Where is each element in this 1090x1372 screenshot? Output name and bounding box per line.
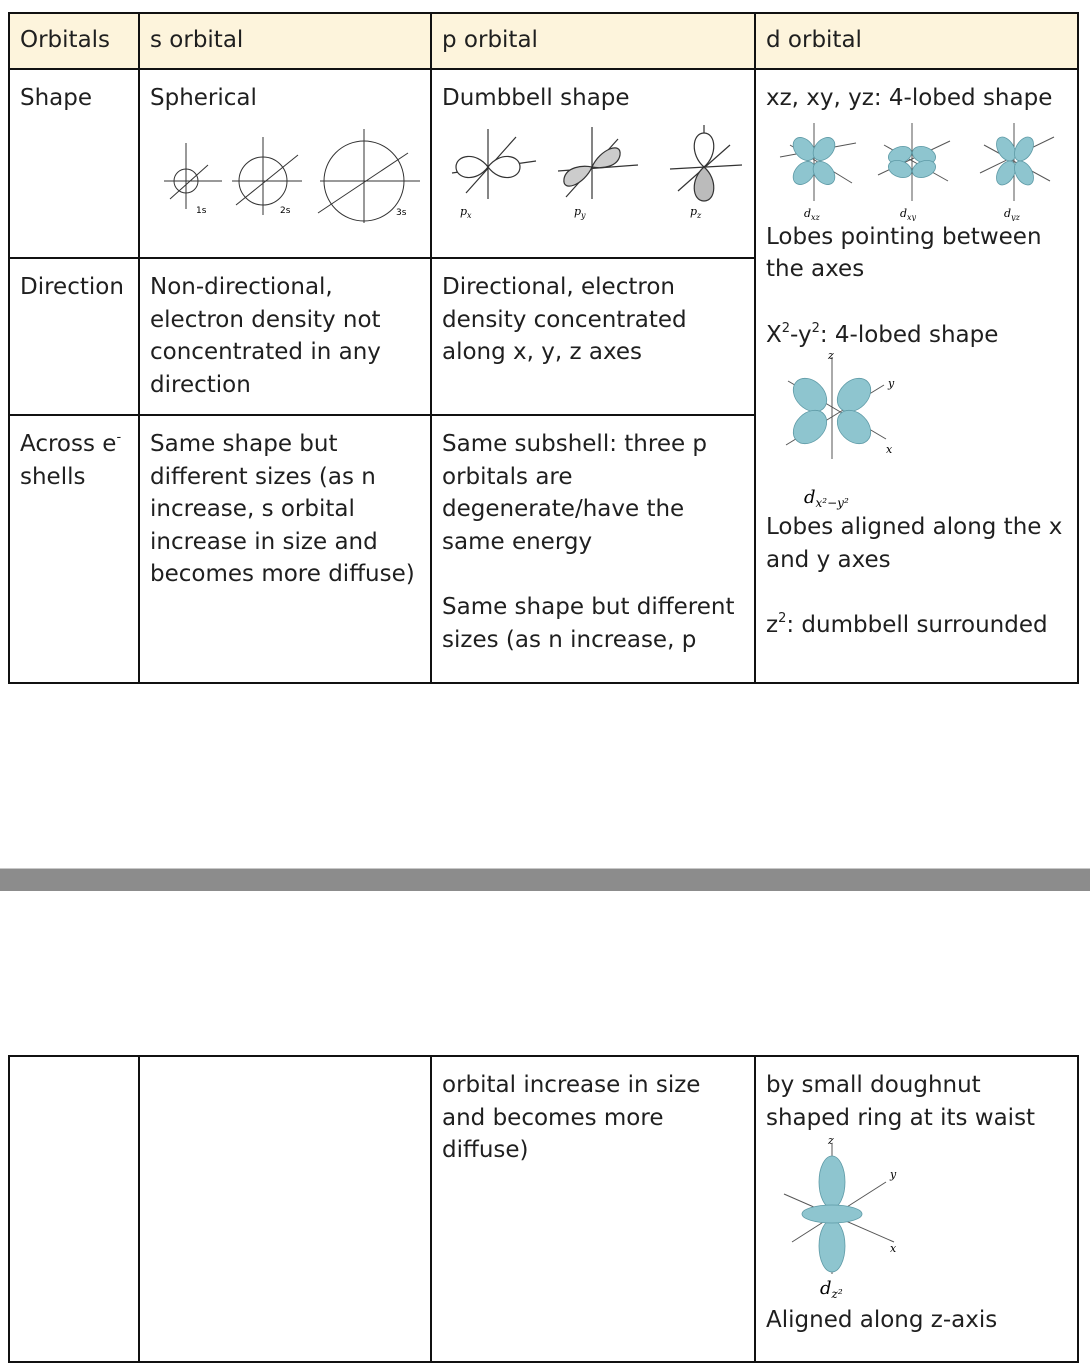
header-orbitals: Orbitals — [9, 13, 139, 69]
label-dxy: $d_{xy}$ — [900, 206, 917, 221]
continuation-s-cell — [139, 1056, 431, 1362]
label-dz2: $d_{z^2}$ — [820, 1278, 843, 1298]
header-p-orbital: p orbital — [431, 13, 755, 69]
p-across-cell — [431, 415, 755, 683]
label-3s: 3s — [396, 207, 407, 218]
p-across-text-2: Same shape but different sizes (as n increase, p — [442, 594, 735, 653]
continuation-d-cell — [755, 1056, 1078, 1362]
axis-x-label: x — [886, 443, 893, 456]
d-orbitals-diagram — [766, 115, 1066, 221]
d-z2-aligned-text: Aligned along z-axis — [766, 1307, 998, 1333]
label-dx2y2: $d_{x^2-y^2}$ — [804, 487, 849, 510]
label-2s: 2s — [280, 205, 291, 216]
s-orbitals-diagram — [150, 115, 420, 225]
d-z2-diagram — [766, 1134, 1066, 1298]
continuation-label-cell — [9, 1056, 139, 1362]
label-dyz: $d_{yz}$ — [1004, 206, 1020, 221]
p-shape-cell — [431, 69, 755, 258]
axis-z-label: z — [828, 351, 834, 362]
axis-y-label: y — [888, 377, 895, 390]
row-label-shape: Shape — [9, 69, 139, 258]
d-intro-text: xz, xy, yz: 4-lobed shape — [766, 85, 1053, 111]
d-x2y2-diagram — [766, 351, 1066, 511]
row-label-across-shells: Across e- shells — [9, 415, 139, 683]
s-across-cell: Same shape but different sizes (as n increase, s orbital increase in size and becomes more diffuse) — [139, 415, 431, 683]
d-x2y2-text: $X^2-y^2$: 4-lobed shape — [766, 320, 999, 348]
row-label-direction: Direction — [9, 258, 139, 415]
orbitals-table — [8, 12, 1079, 684]
s-direction-cell: Non-directional, electron density not concentrated in any direction — [139, 258, 431, 415]
header-d-orbital: d orbital — [755, 13, 1078, 69]
s-shape-text: Spherical — [150, 85, 257, 111]
p-orbitals-diagram — [442, 115, 742, 225]
p-shape-text: Dumbbell shape — [442, 85, 630, 111]
header-row — [9, 13, 1078, 69]
d-orbital-cell — [755, 69, 1078, 683]
d-between-text: Lobes pointing between the axes — [766, 223, 1042, 282]
d-z2-continued-text: by small doughnut shaped ring at its waist — [766, 1072, 1036, 1131]
page-separator — [0, 868, 1090, 891]
orbitals-table-continued — [8, 1055, 1079, 1363]
axis-z-label-2: z — [828, 1134, 834, 1147]
p-across-text-1: Same subshell: three p orbitals are degenerate/have the same energy — [442, 431, 708, 555]
p-direction-cell: Directional, electron density concentrated along x, y, z axes — [431, 258, 755, 415]
d-z2-text: $z^2$: dumbbell surrounded — [766, 611, 1048, 638]
continuation-row — [9, 1056, 1078, 1362]
s-shape-cell — [139, 69, 431, 258]
label-dxz: $d_{xz}$ — [804, 206, 820, 221]
d-along-xy-text: Lobes aligned along the x and y axes — [766, 514, 1063, 573]
label-py: $p_y$ — [574, 204, 586, 220]
label-pz: $p_z$ — [690, 204, 702, 220]
header-s-orbital: s orbital — [139, 13, 431, 69]
continuation-p-cell: orbital increase in size and becomes more diffuse) — [431, 1056, 755, 1362]
label-1s: 1s — [196, 205, 207, 216]
row-shape — [9, 69, 1078, 258]
axis-x-label-2: x — [890, 1242, 897, 1255]
label-px: $p_x$ — [460, 204, 472, 220]
axis-y-label-2: y — [890, 1168, 897, 1181]
